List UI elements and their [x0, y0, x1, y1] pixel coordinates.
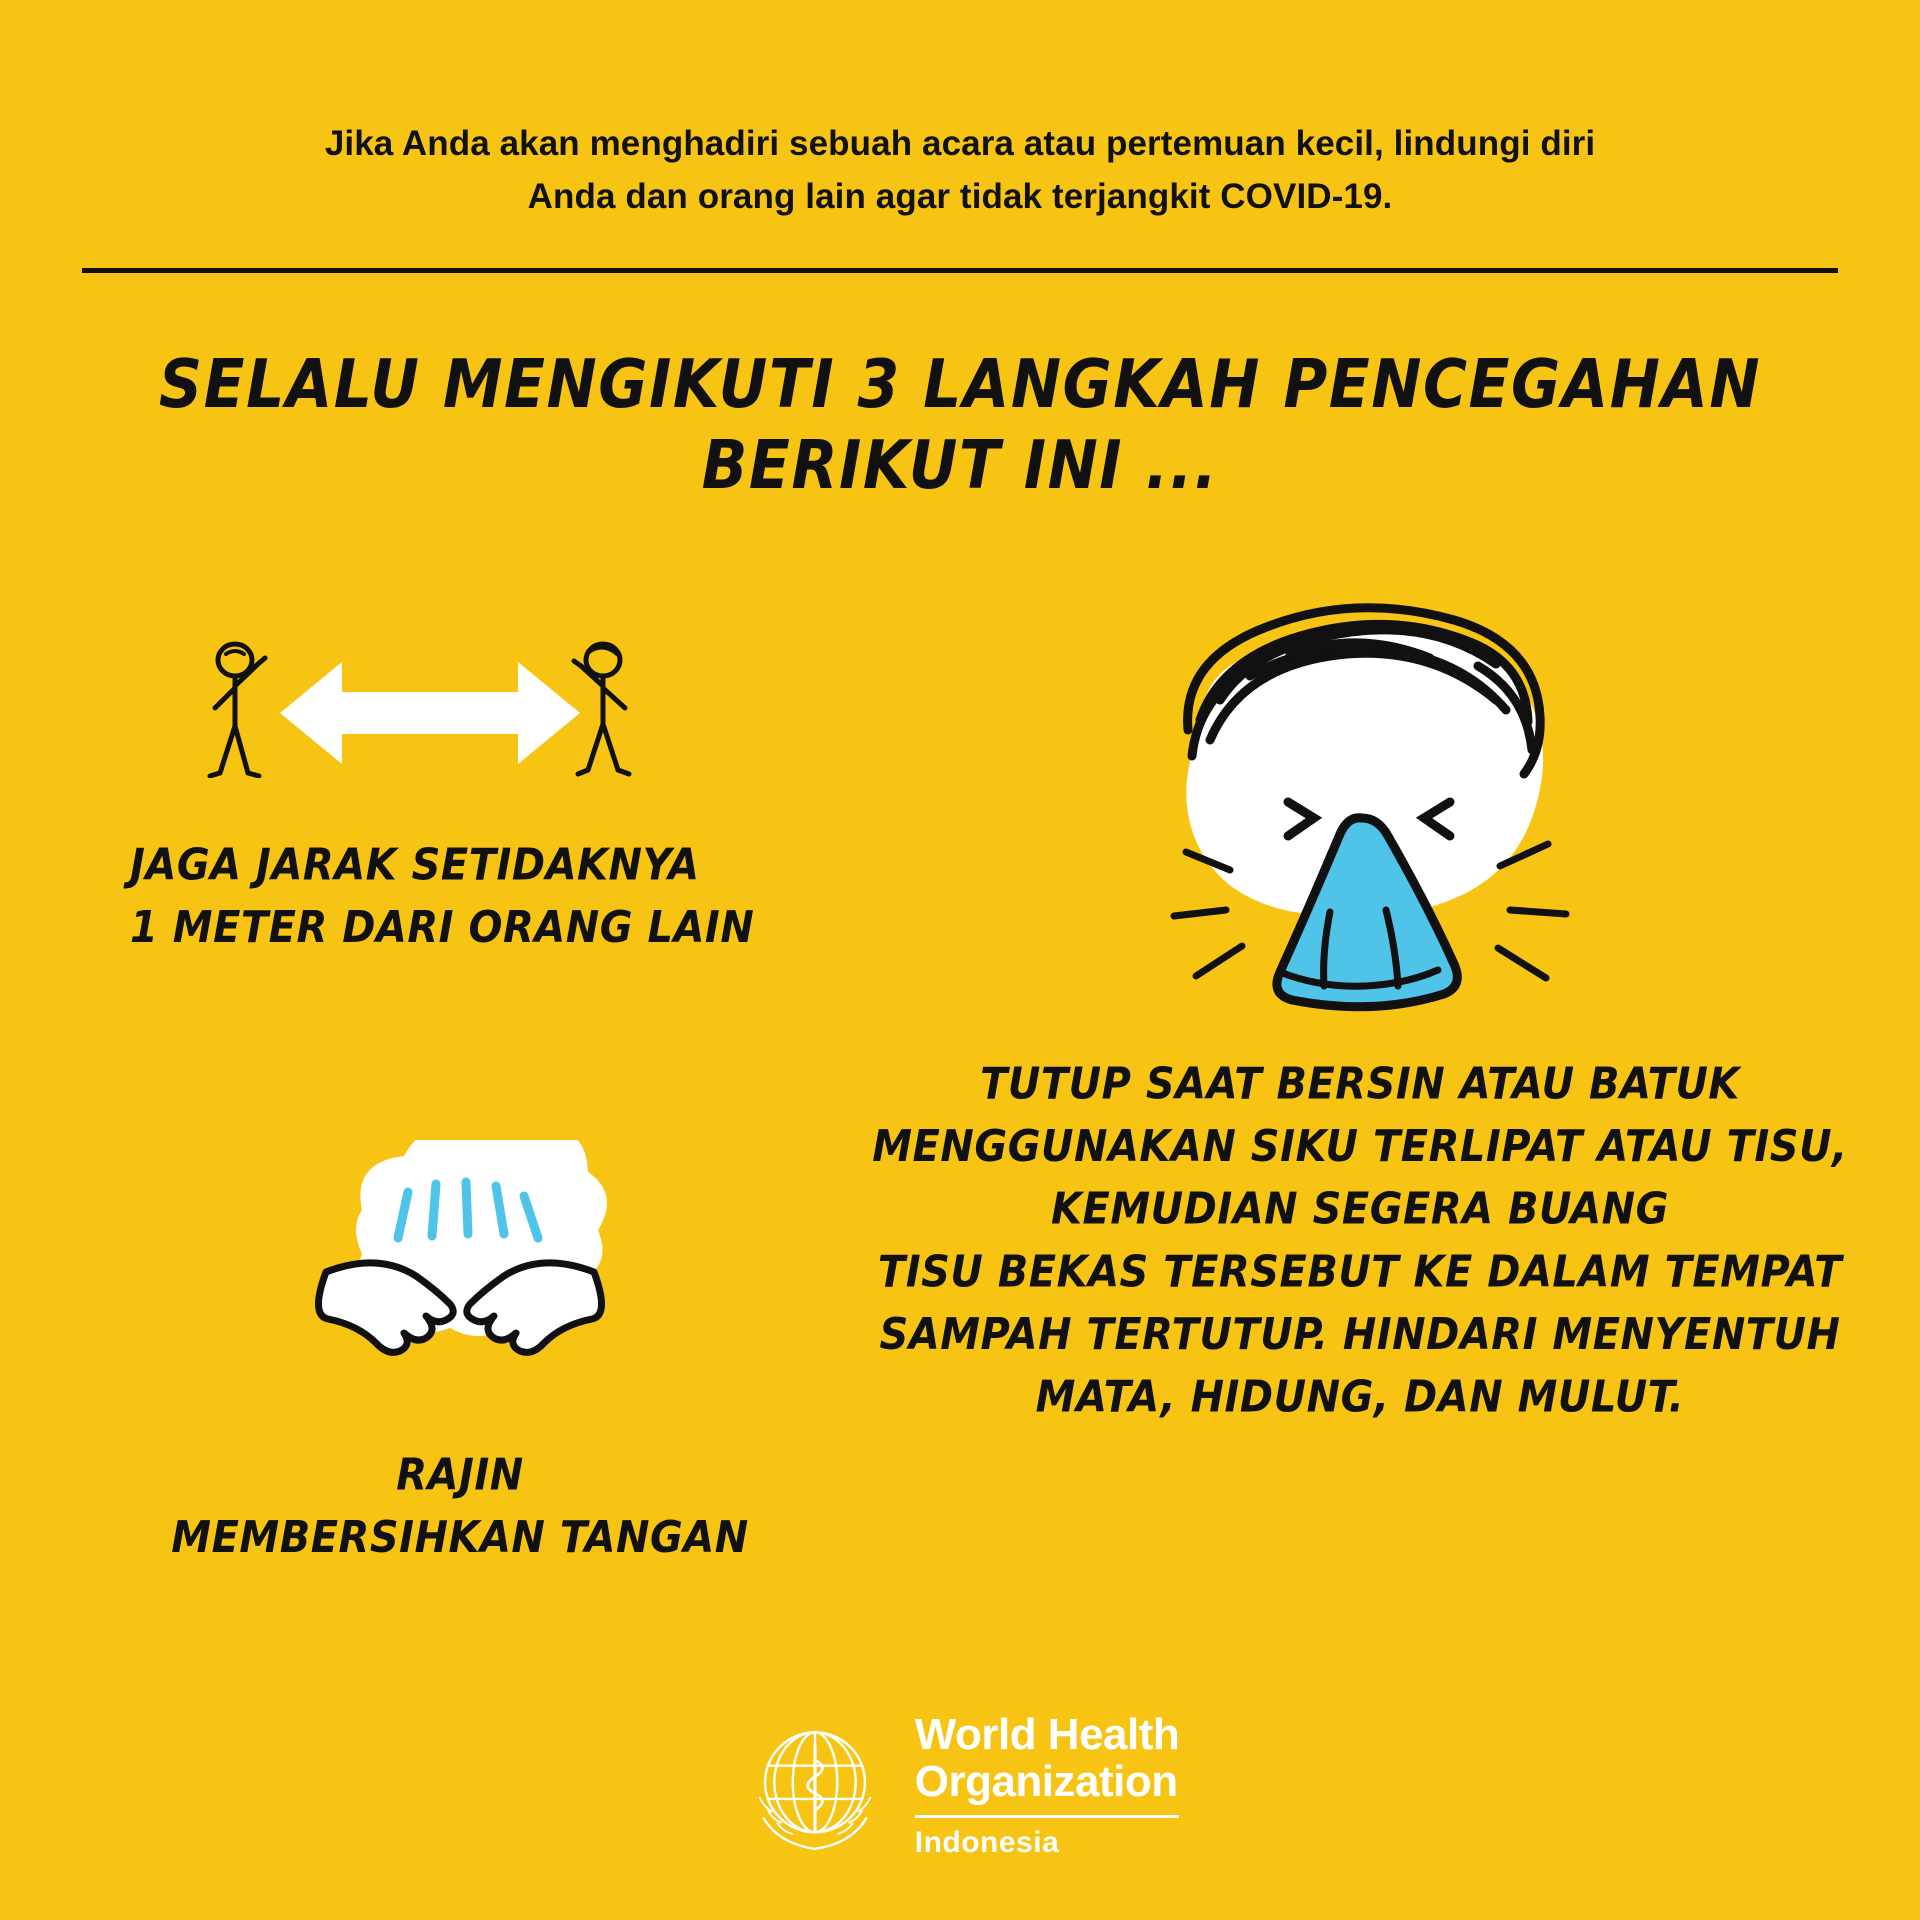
cough-caption-line-2: MENGGUNAKAN SIKU TERLIPAT ATAU TISU,: [872, 1122, 1848, 1172]
person-right-icon: [555, 638, 655, 778]
hand-hygiene-caption-line-1: RAJIN: [396, 1450, 524, 1501]
hand-hygiene-caption: [110, 1444, 810, 1569]
header-divider: [82, 268, 1838, 273]
two-people-distance-arrow-icon: [200, 630, 670, 810]
cough-caption-line-1: TUTUP SAAT BERSIN ATAU BATUK: [980, 1059, 1740, 1110]
step-distance: [120, 630, 800, 953]
person-left-icon: [200, 638, 290, 778]
step-hand-hygiene: [110, 1140, 810, 1563]
cough-caption-line-6: MATA, HIDUNG, DAN MULUT.: [1035, 1372, 1685, 1423]
who-wordmark: [915, 1712, 1180, 1859]
who-name-line-2: Organization: [914, 1756, 1178, 1806]
who-divider: [915, 1815, 1180, 1818]
page-title: [120, 340, 1800, 505]
distance-arrow-icon: [280, 658, 580, 768]
who-name-line-1: World Health: [914, 1710, 1180, 1760]
header-line-1: Jika Anda akan menghadiri sebuah acara atau pertemuan kecil, lindungi diri: [324, 124, 1596, 163]
title-line-1: SELALU MENGIKUTI 3 LANGKAH PENCEGAHAN: [158, 345, 1762, 424]
washing-hands-icon: [290, 1140, 630, 1430]
who-logo: [0, 1712, 1920, 1860]
cough-caption-line-3: KEMUDIAN SEGERA BUANG: [1051, 1184, 1669, 1235]
who-emblem-icon: [741, 1712, 889, 1860]
cough-caption: [860, 1053, 1860, 1429]
distance-caption-line-2: 1 METER DARI ORANG LAIN: [130, 903, 755, 953]
header-line-2: Anda dan orang lain agar tidak terjangkit COVID-19.: [527, 176, 1393, 216]
distance-caption: [130, 834, 800, 959]
cough-caption-line-4: TISU BEKAS TERSEBUT KE DALAM TEMPAT: [877, 1247, 1843, 1298]
distance-caption-line-1: JAGA JARAK SETIDAKNYA: [130, 840, 700, 891]
title-line-2: BERIKUT INI ...: [701, 426, 1219, 505]
hand-hygiene-caption-line-2: MEMBERSIHKAN TANGAN: [171, 1513, 749, 1563]
step-cough-etiquette: [860, 580, 1860, 1423]
cough-caption-line-5: SAMPAH TERTUTUP. HINDARI MENYENTUH: [879, 1310, 1841, 1360]
header: [80, 118, 1840, 223]
sneeze-into-tissue-icon: [1080, 580, 1640, 1035]
who-country-label: Indonesia: [914, 1825, 1060, 1859]
sneeze-illustration: [1080, 580, 1640, 1030]
washing-hands-illustration: [290, 1140, 630, 1410]
